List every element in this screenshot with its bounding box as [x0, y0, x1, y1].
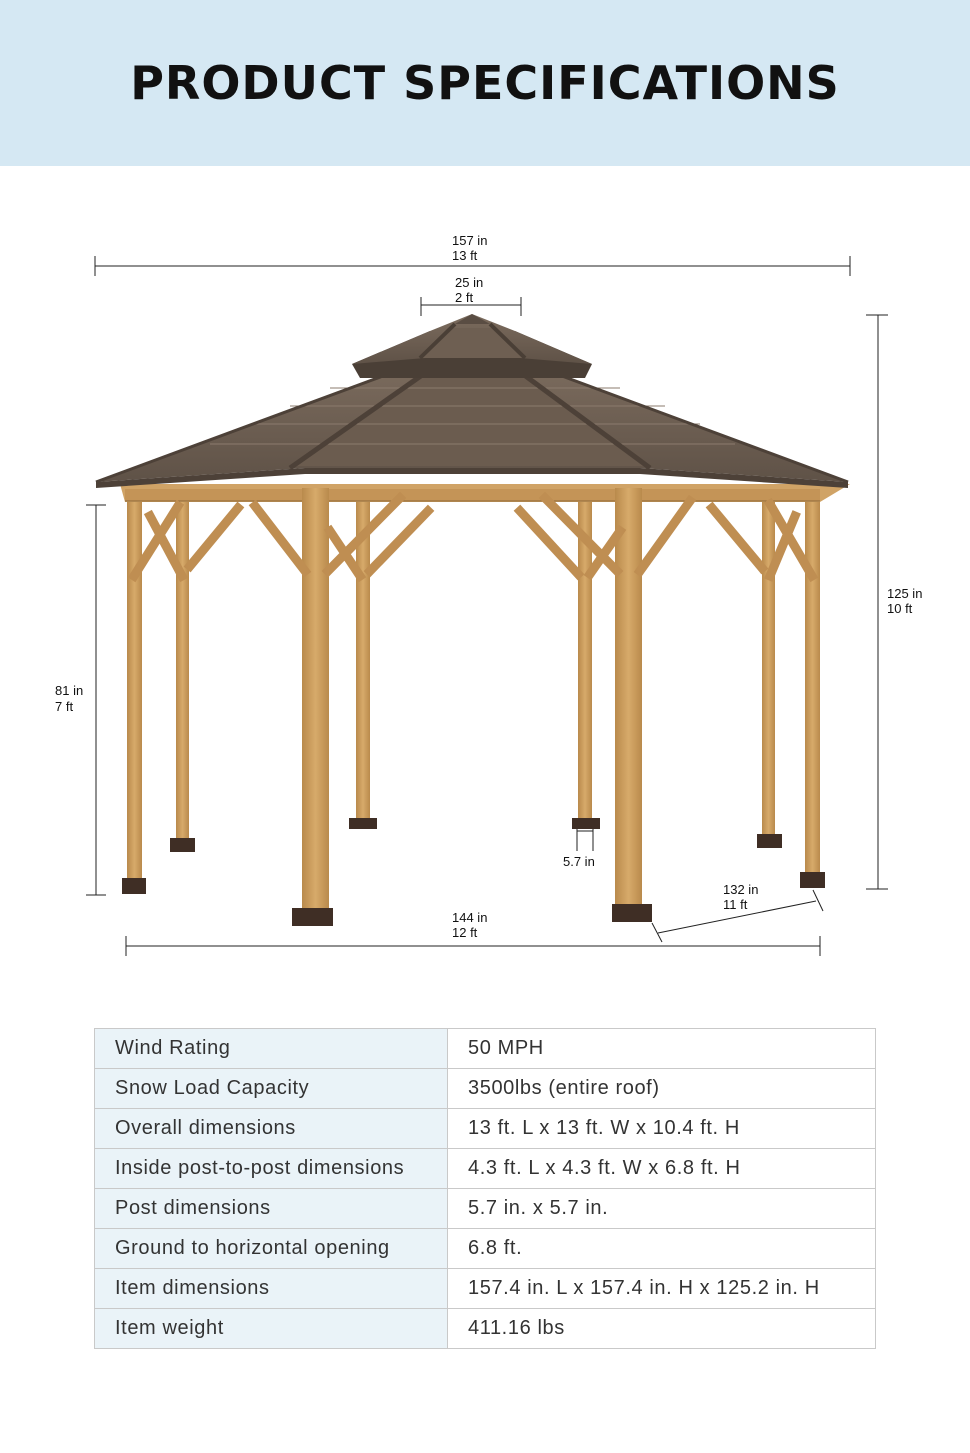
- spec-label: Item dimensions: [95, 1269, 448, 1309]
- table-row: [95, 1229, 876, 1269]
- spec-value: 13 ft. L x 13 ft. W x 10.4 ft. H: [448, 1109, 876, 1149]
- roof: [96, 314, 848, 488]
- side-length-ft: 11 ft: [723, 897, 748, 912]
- overall-width-in: 157 in: [452, 233, 488, 248]
- braces: [134, 498, 812, 576]
- spec-label: Snow Load Capacity: [95, 1069, 448, 1109]
- back-posts: [170, 502, 782, 852]
- post-span-ft: 12 ft: [452, 925, 478, 940]
- spec-value: 3500lbs (entire roof): [448, 1069, 876, 1109]
- header-banner: [0, 0, 970, 166]
- spec-label: Inside post-to-post dimensions: [95, 1149, 448, 1189]
- gazebo-diagram: [0, 166, 970, 996]
- spec-label: Wind Rating: [95, 1029, 448, 1069]
- spec-value: 157.4 in. L x 157.4 in. H x 125.2 in. H: [448, 1269, 876, 1309]
- post-height-ft: 7 ft: [55, 699, 74, 714]
- table-row: [95, 1069, 876, 1109]
- front-posts: [122, 488, 825, 926]
- table-row: [95, 1029, 876, 1069]
- table-row: [95, 1269, 876, 1309]
- specifications-table: [94, 1028, 876, 1349]
- beams: [120, 484, 850, 502]
- page-title: PRODUCT SPECIFICATIONS: [130, 56, 840, 110]
- overall-width-ft: 13 ft: [452, 248, 478, 263]
- spec-value: 6.8 ft.: [448, 1229, 876, 1269]
- spec-value: 50 MPH: [448, 1029, 876, 1069]
- top-width-ft: 2 ft: [455, 290, 474, 305]
- table-row: [95, 1309, 876, 1349]
- total-height-in: 125 in: [887, 586, 923, 601]
- spec-label: Ground to horizontal opening: [95, 1229, 448, 1269]
- table-row: [95, 1189, 876, 1229]
- spec-label: Item weight: [95, 1309, 448, 1349]
- top-width-in: 25 in: [455, 275, 484, 290]
- spec-value: 5.7 in. x 5.7 in.: [448, 1189, 876, 1229]
- total-height-ft: 10 ft: [887, 601, 913, 616]
- post-height-in: 81 in: [55, 683, 84, 698]
- gazebo-illustration: [0, 166, 970, 996]
- side-length-in: 132 in: [723, 882, 759, 897]
- spec-label: Post dimensions: [95, 1189, 448, 1229]
- post-size-in: 5.7 in: [563, 854, 595, 869]
- table-row: [95, 1109, 876, 1149]
- specifications-table-body: [95, 1029, 876, 1349]
- spec-label: Overall dimensions: [95, 1109, 448, 1149]
- post-span-in: 144 in: [452, 910, 488, 925]
- table-row: [95, 1149, 876, 1189]
- spec-value: 4.3 ft. L x 4.3 ft. W x 6.8 ft. H: [448, 1149, 876, 1189]
- spec-value: 411.16 lbs: [448, 1309, 876, 1349]
